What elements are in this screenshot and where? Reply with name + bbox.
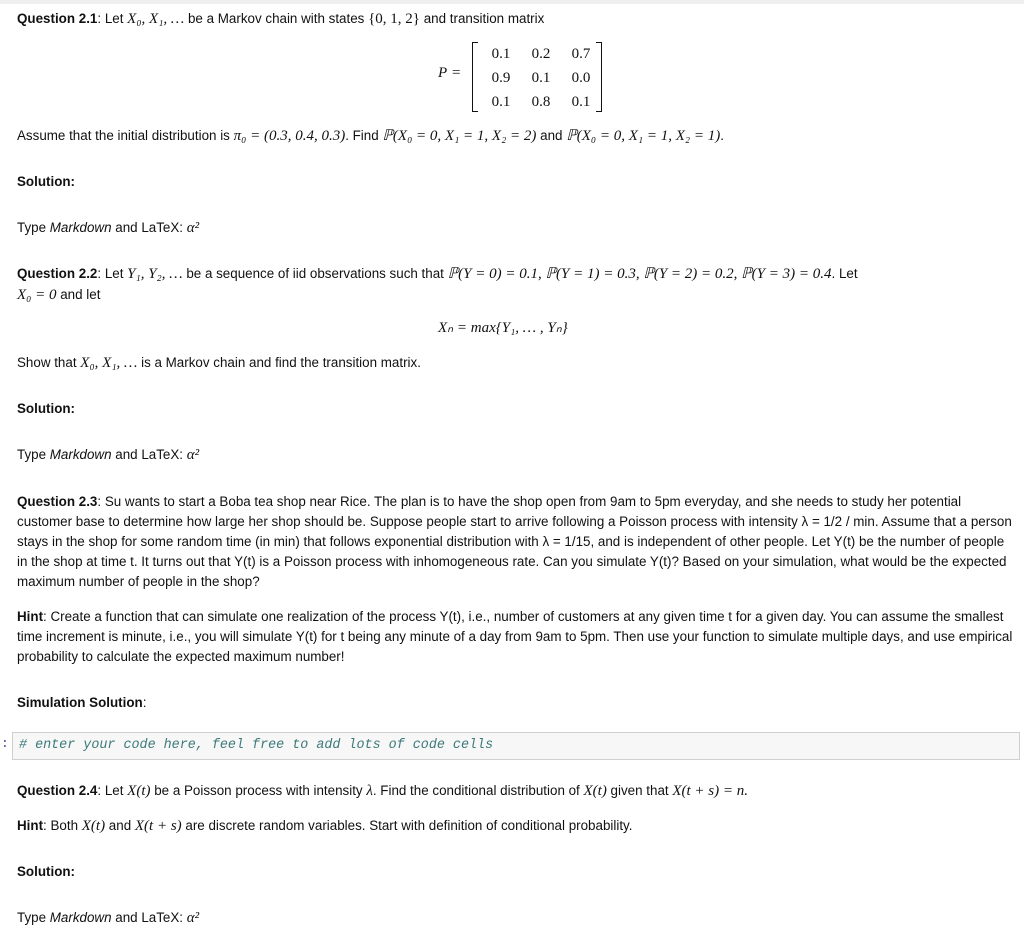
- matrix-entry: 0.9: [491, 70, 511, 86]
- matrix-grid: [481, 42, 601, 114]
- question-2-2-statement: Question 2.2: Let Y₁, Y₂, … be a sequence of iid observations such that ℙ(Y = 0) = 0.1, ℙ(Y = 1) = 0.3, ℙ(Y = 2) = 0.2, ℙ(Y = 3) = 0.4. Let: [17, 266, 858, 282]
- solution-heading-1: Solution:: [17, 174, 76, 189]
- markdown-cell-hint-2[interactable]: Type Markdown and LaTeX: α²: [17, 447, 200, 463]
- matrix-entry: 0.7: [571, 46, 591, 62]
- simulation-solution-heading: Simulation Solution:: [17, 695, 147, 710]
- top-divider: [0, 0, 1024, 4]
- question-2-1-statement: Question 2.1: Let X₀, X₁, … be a Markov chain with states {0, 1, 2} and transition matrix: [17, 11, 545, 27]
- question-2-4-statement: Question 2.4: Let X(t) be a Poisson process with intensity λ. Find the conditional distribution of X(t) given that X(t + s) = n.: [17, 783, 748, 799]
- question-2-2-task: Show that X₀, X₁, … is a Markov chain and find the transition matrix.: [17, 355, 421, 371]
- code-cell-input[interactable]: # enter your code here, feel free to add lots of code cells: [12, 732, 1020, 760]
- question-2-3-statement: Question 2.3: Su wants to start a Boba tea shop near Rice. The plan is to have the shop open from 9am to 5pm everyday, and she needs to study her potential customer base to determine how large her shop should be. Suppose people start to arrive following a Poisson process with intensity λ = 1/2 / min. Assume that a person stays in the shop for some random time (in min) that follows exponential distribution with λ = 1/15, and is independent of other people. Let Y(t) be the number of people in the shop at time t. It turns out that Y(t) is a Poisson process with inhomogeneous rate. Can you simulate Y(t)? Based on your simulation, what would be the expected maximum number of people in the shop?: [17, 494, 1012, 589]
- matrix-entry: 0.1: [571, 94, 591, 110]
- matrix-entry: 0.1: [491, 46, 511, 62]
- max-equation: Xₙ = max{Y₁, … , Yₙ}: [438, 320, 568, 336]
- question-2-2-statement-line2: X₀ = 0 and let: [17, 287, 101, 303]
- matrix-entry: 0.1: [491, 94, 511, 110]
- question-2-4-hint: Hint: Both X(t) and X(t + s) are discrete random variables. Start with definition of conditional probability.: [17, 818, 633, 834]
- question-2-3-hint: Hint: Create a function that can simulate one realization of the process Y(t), i.e., number of customers at any given time t for a given day. You can assume the smallest time increment is minute, i.e., you will simulate Y(t) for t being any minute of a day from 9am to 5pm. Then use your function to simulate multiple days, and use empirical probability to calculate the expected maximum number!: [17, 609, 1013, 664]
- solution-heading-3: Solution:: [17, 864, 76, 879]
- matrix-entry: 0.0: [571, 70, 591, 86]
- markdown-cell-hint-1[interactable]: Type Markdown and LaTeX: α²: [17, 220, 200, 236]
- code-cell-prompt: :: [1, 736, 9, 751]
- matrix-entry: 0.2: [531, 46, 551, 62]
- question-2-1-assumption: Assume that the initial distribution is π₀ = (0.3, 0.4, 0.3). Find ℙ(X₀ = 0, X₁ = 1, X₂ = 2) and ℙ(X₀ = 0, X₁ = 1, X₂ = 1).: [17, 128, 724, 144]
- markdown-cell-hint-3[interactable]: Type Markdown and LaTeX: α²: [17, 910, 200, 926]
- matrix-entry: 0.8: [531, 94, 551, 110]
- matrix-entry: 0.1: [531, 70, 551, 86]
- solution-heading-2: Solution:: [17, 401, 76, 416]
